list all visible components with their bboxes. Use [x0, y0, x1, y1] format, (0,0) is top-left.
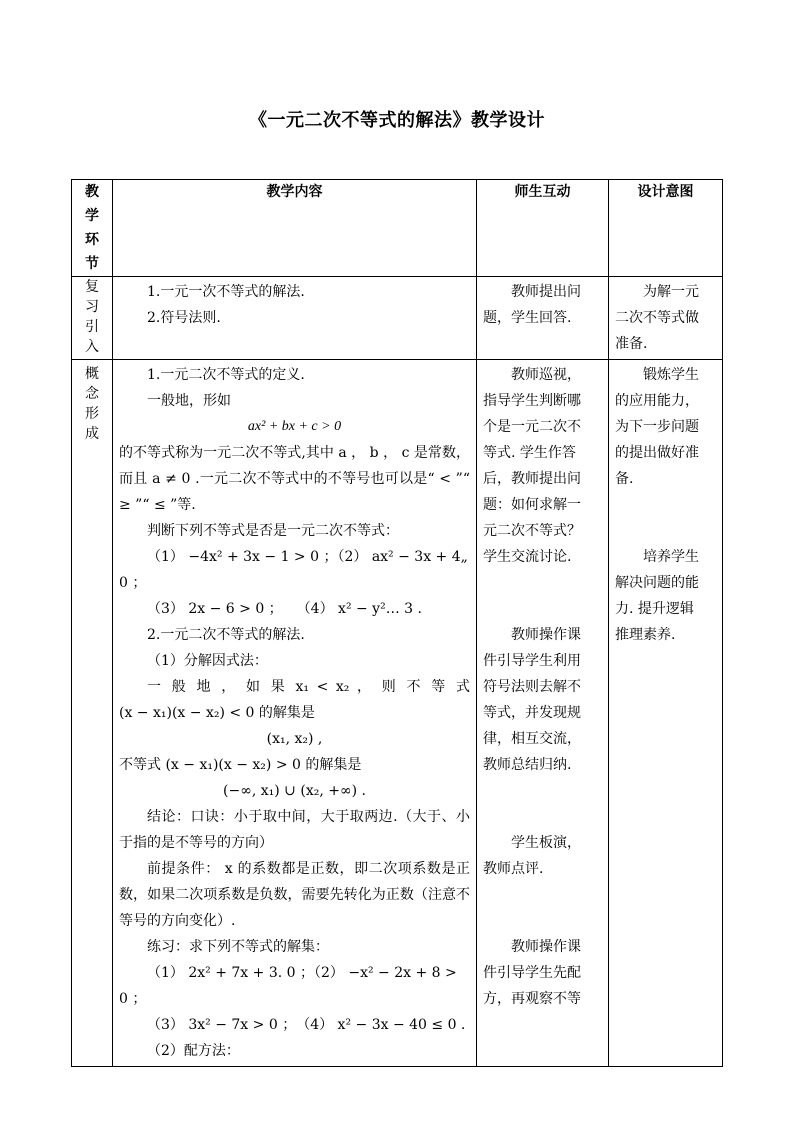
quadratic-form: ax² + bx + c > 0: [247, 419, 342, 434]
exercise-line-1: （1） −4x² + 3x − 1 > 0 ；（2） ax² − 3x + 4„ 0 ；: [119, 549, 468, 591]
concept-row: [72, 360, 723, 1067]
lesson-plan-table: [71, 179, 723, 1067]
practice-line-1: （1） 2x² + 7x + 3. 0 ；（2） −x² − 2x + 8 > 0 ；: [119, 965, 457, 1007]
stage-concept: 概 念 形 成: [72, 360, 113, 1067]
conclusion-text: 结论：口诀：小于取中间，大于取两边.（大于、小于指的是不等号的方向）: [119, 809, 470, 851]
stage-review: 复 习 引 入: [72, 277, 113, 360]
concept-content: 1.一元二次不等式的定义. 一般地，形如 ax² + bx + c > 0 的不等式称为一元二次不等式,其中 a ， b ， c 是常数，而且 a ≠ 0 .一元二次不等式中的不等号也可以是“ < ”“ ≥ ”“ ≤ ”等. 判断下列不等式是否是一元二次不等式： （1） −4x² + 3x − 1 > 0 ；（2） ax² − 3x + 4„ 0 ； （3） 2x − 6 > 0 ； （4） x² − y²… 3 . 2.一元二次不等式的解法. （1）分解因式法： 一 般 地 ， 如 果 x₁ < x₂ ， 则 不 等 式 (x − x₁)(x − x₂) < 0 的解集是 (x₁, x₂) , 不等式 (x − x₁)(x − x₂) > 0 的解集是 (−∞, x₁) ∪ (x₂, +∞) . 结论：口诀：小于取中间，大于取两边.（大于、小于指的是不等号的方向） 前提条件： x 的系数都是正数，即二次项系数是正数，如果二次项系数是负数，需要先转化为正数（注意不等号的方向变化）. 练习：求下列不等式的解集： （1） 2x² + 7x + 3. 0 ；（2） −x² − 2x + 8 > 0 ； （3） 3x² − 7x > 0 ； （4） x² − 3x − 40 ≤ 0 . （2）配方法：: [113, 360, 477, 1067]
review-row: [72, 277, 723, 360]
review-interaction: 教师提出问 题，学生回答.: [477, 277, 609, 360]
header-row: [72, 180, 723, 277]
review-content: 1.一元一次不等式的解法. 2.符号法则.: [113, 277, 477, 360]
concept-intent: 锻炼学生 的应用能力， 为下一步问题 的提出做好准 备. 培养学生 解决问题的能 力. 提升逻辑 推理素养.: [609, 360, 723, 1067]
header-stage: 教 学 环 节: [72, 180, 113, 277]
solution-union: (−∞, x₁) ∪ (x₂, +∞) .: [223, 783, 366, 799]
exercise-line-2: （3） 2x − 6 > 0 ； （4） x² − y²… 3 .: [147, 601, 422, 617]
method-heading: 2.一元二次不等式的解法.: [147, 627, 305, 643]
concept-interaction: 教师巡视， 指导学生判断哪 个是一元二次不 等式. 学生作答 后，教师提出问 题：如何求解一 元二次不等式？ 学生交流讨论. 教师操作课 件引导学生利用 符号法则去解不 等式，并发现规 律，相互交流， 教师总结归纳. 学生板演， 教师点评. 教师操作课 件引导学生先配 方，再观察不等: [477, 360, 609, 1067]
header-interaction: 师生互动: [477, 180, 609, 277]
precondition-text: 前提条件： x 的系数都是正数，即二次项系数是正数，如果二次项系数是负数，需要先转化为正数（注意不等号的方向变化）.: [119, 861, 470, 929]
header-intent: 设计意图: [609, 180, 723, 277]
definition-heading: 1.一元二次不等式的定义.: [147, 367, 305, 383]
review-intent: 为解一元 二次不等式做 准备.: [609, 277, 723, 360]
solution-interval: (x₁, x₂) ,: [266, 731, 323, 747]
practice-line-2: （3） 3x² − 7x > 0 ； （4） x² − 3x − 40 ≤ 0 .: [147, 1017, 466, 1033]
document-title: 《一元二次不等式的解法》教学设计: [249, 110, 545, 131]
header-content: 教学内容: [113, 180, 477, 277]
